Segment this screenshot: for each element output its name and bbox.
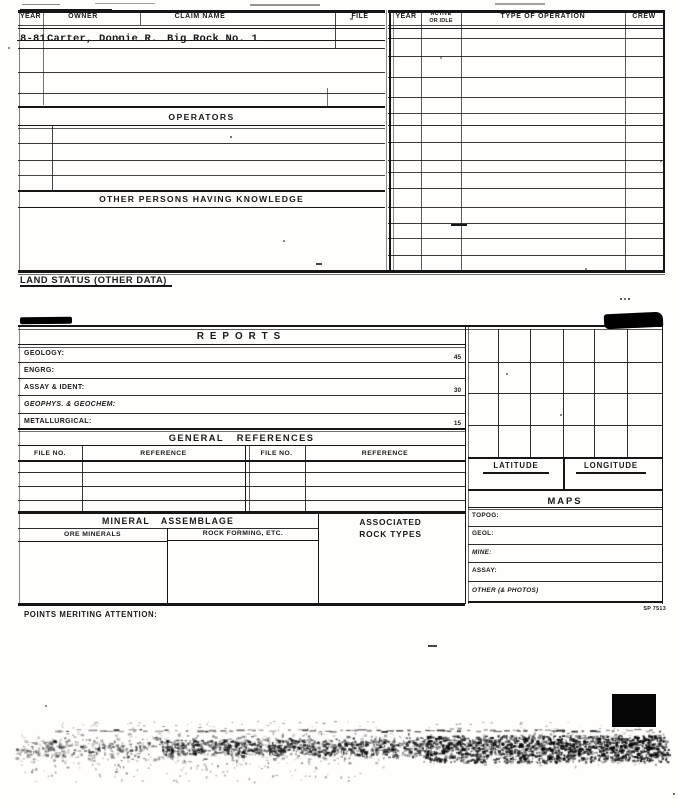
scan-speck: [585, 268, 587, 270]
rule-line: [43, 12, 44, 105]
rule-line: [468, 601, 662, 603]
rule-line: [451, 224, 467, 226]
ownership-claim-name-header: CLAIM NAME: [174, 13, 226, 20]
operations-active-idle-header-line1: ACTIVE: [430, 11, 452, 17]
rule-line: [167, 528, 168, 603]
operations-year-header: YEAR: [395, 13, 417, 20]
rule-line: [627, 329, 628, 457]
rule-line: [498, 329, 499, 457]
rule-line: [18, 28, 385, 30]
mineral-assemblage-title: MINERAL ASSEMBLAGE: [102, 516, 234, 526]
rule-line: [18, 143, 385, 144]
rock-forming-header: ROCK FORMING, ETC.: [202, 530, 284, 537]
operations-crew-header: CREW: [632, 13, 656, 20]
rule-line: [465, 325, 466, 604]
rule-line: [18, 25, 385, 26]
rule-line: [18, 395, 465, 396]
rule-line: [388, 188, 665, 189]
rule-line: [468, 509, 662, 510]
rule-line: [594, 329, 595, 457]
associated-rock-types-title-line2: ROCK TYPES: [359, 528, 422, 539]
rule-line: [52, 125, 53, 190]
rule-line: [18, 603, 465, 606]
reports-section-title: REPORTS: [196, 331, 287, 342]
rule-line: [245, 445, 246, 513]
maps-row-label-other-photos: OTHER (& PHOTOS): [472, 586, 539, 594]
rule-line: [20, 285, 172, 287]
rule-line: [468, 325, 469, 604]
rule-line: [388, 38, 665, 39]
rule-line: [468, 526, 662, 527]
rule-line: [168, 540, 318, 541]
rule-line: [388, 125, 665, 126]
rule-line: [18, 445, 465, 446]
scan-speck: [628, 298, 630, 300]
rule-line: [18, 160, 385, 161]
report-margin-number-15: 15: [453, 420, 461, 427]
scan-speck: [440, 57, 442, 59]
scan-speck: [624, 298, 626, 300]
rule-line: [388, 255, 665, 256]
rule-line: [18, 511, 465, 514]
points-meriting-attention-title: POINTS MERITING ATTENTION:: [24, 610, 158, 619]
scan-speck: [660, 160, 662, 162]
rule-line: [461, 12, 462, 272]
rule-line: [18, 486, 465, 487]
maps-section-title: MAPS: [547, 495, 583, 506]
rule-line: [386, 10, 387, 273]
rule-line: [421, 12, 422, 272]
rule-line: [20, 9, 112, 12]
maps-row-label-mine: MINE:: [472, 549, 492, 556]
rule-line: [662, 325, 663, 604]
rule-line: [388, 172, 665, 173]
rule-line: [18, 500, 465, 501]
rule-line: [95, 3, 155, 5]
scan-artifact-bar-left: [20, 317, 72, 324]
scan-speck: [283, 240, 285, 242]
rule-line: [18, 460, 465, 462]
scan-speck: [506, 373, 508, 375]
rule-line: [18, 347, 465, 348]
genref-reference-header-2: REFERENCE: [361, 450, 409, 457]
rule-line: [18, 378, 465, 379]
rule-line: [495, 3, 545, 5]
report-row-label-geophys-geochem: GEOPHYS. & GEOCHEM:: [24, 400, 116, 408]
operators-section-title: OPERATORS: [168, 111, 235, 122]
land-status-title: LAND STATUS (OTHER DATA): [20, 274, 167, 285]
ownership-owner-header: OWNER: [68, 13, 98, 20]
rule-line: [388, 113, 665, 114]
rule-line: [468, 457, 662, 459]
maps-row-label-assay: ASSAY:: [472, 567, 497, 574]
rule-line: [19, 325, 20, 604]
scan-noise-band: [0, 688, 678, 803]
rule-line: [18, 72, 385, 73]
report-row-label-metallurgical: METALLURGICAL:: [24, 417, 92, 425]
operations-active-idle-header-line2: OR IDLE: [429, 17, 453, 24]
rule-line: [18, 428, 465, 430]
scan-artifact-bar-right: [604, 312, 664, 330]
rule-line: [563, 457, 565, 490]
scan-speck: [316, 263, 322, 265]
rule-line: [468, 562, 662, 563]
rule-line: [18, 48, 385, 49]
general-references-title: GENERAL REFERENCES: [168, 432, 315, 443]
longitude-label: LONGITUDE: [576, 461, 646, 474]
rule-line: [468, 581, 662, 582]
rule-line: [18, 125, 385, 126]
entry-owner-value: Carter, Donnie R.: [47, 32, 158, 45]
rule-line: [18, 541, 167, 542]
rule-line: [18, 472, 465, 473]
rule-line: [389, 10, 391, 273]
rule-line: [18, 362, 465, 363]
rule-line: [18, 413, 465, 414]
rule-line: [530, 329, 531, 457]
scan-speck: [560, 414, 562, 416]
scan-speck: [8, 47, 10, 49]
scan-speck: [620, 298, 622, 300]
entry-claim-name-value: Big Rock No. 1: [167, 32, 259, 45]
rule-line: [18, 270, 665, 273]
ownership-file-header: FILE: [351, 13, 369, 20]
other-persons-section-title: OTHER PERSONS HAVING KNOWLEDGE: [99, 193, 304, 204]
associated-rock-types-title-line1: ASSOCIATED: [359, 517, 422, 527]
rule-line: [388, 207, 665, 208]
report-row-label-engrg: ENGRG:: [24, 366, 55, 374]
rule-line: [468, 507, 662, 508]
rule-line: [468, 544, 662, 545]
rule-line: [388, 25, 665, 26]
rule-line: [19, 10, 20, 273]
maps-row-label-topog: TOPOG:: [472, 511, 499, 519]
entry-year-value: 8-81: [20, 32, 47, 45]
rule-line: [18, 128, 385, 129]
rule-line: [393, 10, 394, 273]
rule-line: [18, 106, 385, 108]
rule-line: [388, 77, 665, 78]
rule-line: [327, 88, 328, 107]
maps-row-label-geol: GEOL:: [472, 530, 494, 537]
scan-speck: [428, 645, 437, 647]
rule-line: [388, 56, 665, 57]
genref-reference-header-1: REFERENCE: [140, 450, 187, 457]
rule-line: [625, 12, 626, 272]
rule-line: [563, 329, 564, 457]
rule-line: [18, 190, 385, 192]
rule-line: [18, 93, 385, 94]
rule-line: [388, 142, 665, 143]
ore-minerals-header: ORE MINERALS: [64, 531, 121, 538]
scan-speck: [230, 136, 232, 138]
rule-line: [18, 325, 662, 327]
rule-line: [388, 28, 665, 30]
ownership-year-header: YEAR: [19, 13, 42, 20]
rule-line: [22, 4, 60, 6]
genref-file-no-header-1: FILE NO.: [34, 450, 66, 457]
rule-line: [388, 223, 665, 224]
latitude-label: LATITUDE: [483, 461, 549, 474]
report-margin-number-30: 30: [453, 387, 461, 394]
rule-line: [18, 329, 662, 330]
rule-line: [388, 97, 665, 98]
rule-line: [18, 207, 385, 208]
report-margin-number-45: 45: [453, 354, 461, 361]
operations-type-header: TYPE OF OPERATION: [500, 13, 586, 20]
form-code: SP 7513: [643, 606, 666, 612]
rule-line: [663, 10, 665, 273]
rule-line: [250, 4, 320, 6]
rule-line: [18, 344, 465, 345]
rule-line: [18, 175, 385, 176]
report-row-label-geology: GEOLOGY:: [24, 350, 65, 357]
rule-line: [388, 238, 665, 239]
rule-line: [388, 160, 665, 161]
rule-line: [468, 489, 662, 491]
genref-file-no-header-2: FILE NO.: [260, 450, 293, 457]
report-row-label-assay-ident: ASSAY & IDENT:: [24, 383, 85, 391]
